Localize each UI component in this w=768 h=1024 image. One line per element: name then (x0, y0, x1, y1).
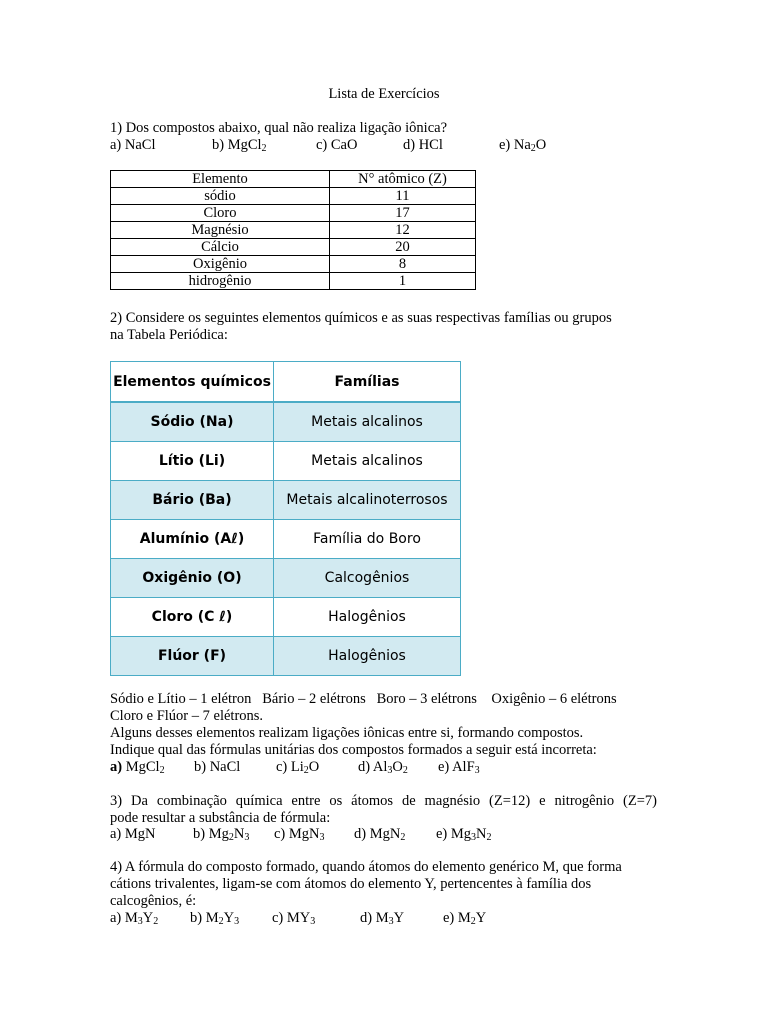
q1-option-b: b) MgCl$_2$ (212, 137, 267, 154)
table-header-row (111, 362, 461, 403)
table-header-cell: Famílias (274, 362, 461, 403)
q1-option-c: c) CaO (316, 137, 358, 153)
q3-option-b: b) $Mg_2N_3$ (193, 826, 250, 843)
table-cell: Calcogênios (274, 559, 461, 598)
q3-option-a: a) MgN (110, 826, 156, 842)
question-2-line-4: Indique qual das fórmulas unitárias dos compostos formados a seguir está incorreta: (110, 742, 597, 758)
table-row (111, 188, 476, 205)
table-cell: Sódio (Na) (111, 402, 274, 442)
families-table (110, 361, 461, 676)
table-cell: Lítio (Li) (111, 442, 274, 481)
question-4-line-3: calcogênios, é: (110, 893, 197, 909)
question-2-line-3: Alguns desses elementos realizam ligações iônicas entre si, formando compostos. (110, 725, 584, 741)
table-row (111, 239, 476, 256)
question-2-line-1: 2) Considere os seguintes elementos químicos e as suas respectivas famílias ou grupos (110, 310, 612, 326)
table-cell: 8 (330, 256, 476, 273)
atomic-number-table (110, 170, 476, 290)
electrons-line-1: Sódio e Lítio – 1 elétron Bário – 2 elétrons Boro – 3 elétrons Oxigênio – 6 elétrons (110, 691, 617, 707)
table-row (111, 442, 461, 481)
table-cell: hidrogênio (111, 273, 330, 290)
question-1-text: 1) Dos compostos abaixo, qual não realiza ligação iônica? (110, 120, 448, 136)
table-cell: Halogênios (274, 637, 461, 676)
table-row (111, 205, 476, 222)
table-cell: 12 (330, 222, 476, 239)
question-3-line-2: pode resultar a substância de fórmula: (110, 810, 331, 826)
q3-option-c: c) MgN$_3$ (274, 826, 325, 843)
question-4-line-1: 4) A fórmula do composto formado, quando átomos do elemento genérico M, que forma (110, 859, 622, 875)
q2-option-d: d) $Al_3O_2$ (358, 759, 408, 776)
table-row (111, 256, 476, 273)
table-cell: Família do Boro (274, 520, 461, 559)
table-header-cell: Elementos químicos (111, 362, 274, 403)
table-cell: Cloro (C ℓ) (111, 598, 274, 637)
q2-option-a: a) MgCl$_2$ (110, 759, 165, 776)
q4-option-a: a) $M_3Y_2$ (110, 910, 159, 927)
table-cell: 11 (330, 188, 476, 205)
table-cell: 1 (330, 273, 476, 290)
table-row (111, 402, 461, 442)
table-cell: Flúor (F) (111, 637, 274, 676)
table-cell: Metais alcalinos (274, 442, 461, 481)
q1-option-d: d) HCl (403, 137, 443, 153)
table-row (111, 222, 476, 239)
q1-option-e: e) $Na_2O$ (499, 137, 547, 154)
q4-option-c: c) $MY_3$ (272, 910, 316, 927)
q3-option-e: e) $Mg_3N_2$ (436, 826, 492, 843)
table-header-row (111, 171, 476, 188)
question-3-line-1: 3) Da combinação química entre os átomos de magnésio (Z=12) e nitrogênio (Z=7) (110, 793, 657, 809)
q4-option-e: e) $M_2Y$ (443, 910, 487, 927)
table-cell: Magnésio (111, 222, 330, 239)
question-2-line-2: na Tabela Periódica: (110, 327, 228, 343)
table-row (111, 520, 461, 559)
table-row (111, 273, 476, 290)
table-cell: 17 (330, 205, 476, 222)
table-cell: Bário (Ba) (111, 481, 274, 520)
table-cell: 20 (330, 239, 476, 256)
q3-option-d: d) MgN$_2$ (354, 826, 406, 843)
table-cell: Cálcio (111, 239, 330, 256)
table-cell: Cloro (111, 205, 330, 222)
table-cell: Alumínio (Aℓ) (111, 520, 274, 559)
page-title: Lista de Exercícios (328, 86, 440, 102)
q2-option-b: b) NaCl (194, 759, 241, 775)
table-row (111, 559, 461, 598)
table-cell: Metais alcalinos (274, 402, 461, 442)
table-header-cell: Elemento (111, 171, 330, 188)
question-4-line-2: cátions trivalentes, ligam-se com átomos do elemento Y, pertencentes à família dos (110, 876, 592, 892)
table-row (111, 598, 461, 637)
table-cell: Oxigênio (111, 256, 330, 273)
table-cell: Halogênios (274, 598, 461, 637)
electrons-line-2: Cloro e Flúor – 7 elétrons. (110, 708, 264, 724)
q4-option-b: b) $M_2Y_3$ (190, 910, 240, 927)
table-row (111, 637, 461, 676)
table-row (111, 481, 461, 520)
q1-option-a: a) NaCl (110, 137, 156, 153)
table-cell: Metais alcalinoterrosos (274, 481, 461, 520)
q2-option-c: c) $Li_2O$ (276, 759, 320, 776)
q2-option-e: e) AlF$_3$ (438, 759, 480, 776)
table-cell: sódio (111, 188, 330, 205)
table-header-cell: N° atômico (Z) (330, 171, 476, 188)
table-cell: Oxigênio (O) (111, 559, 274, 598)
q4-option-d: d) $M_3Y$ (360, 910, 405, 927)
